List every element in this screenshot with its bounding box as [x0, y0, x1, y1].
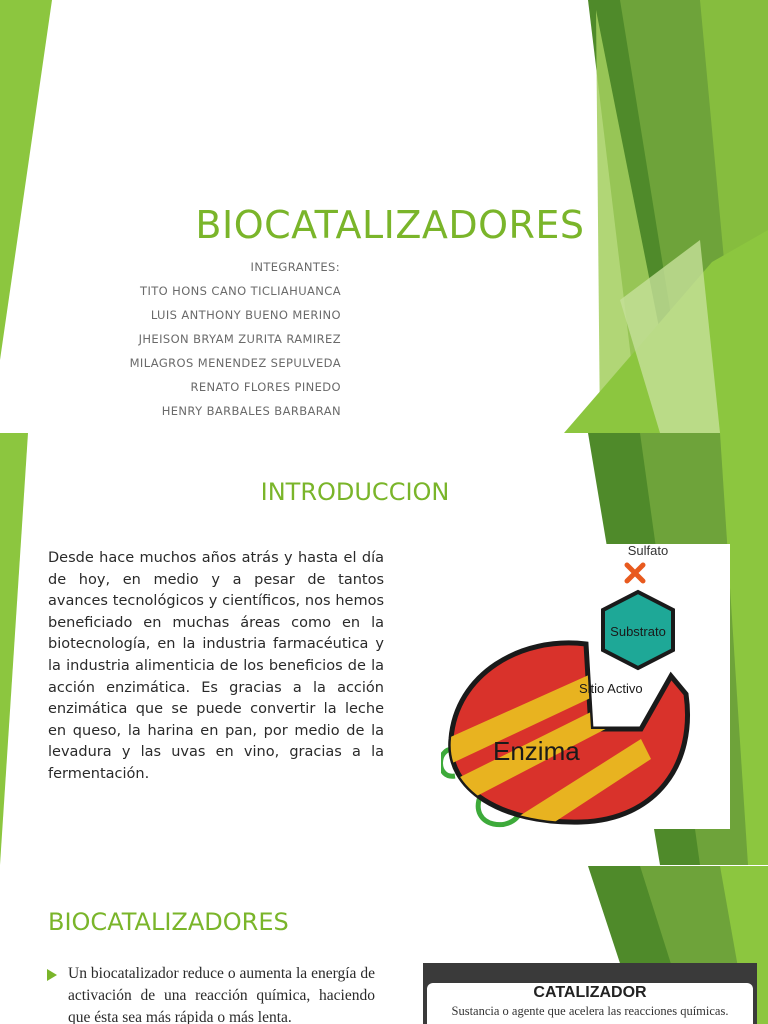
members-label: INTEGRANTES:	[250, 260, 340, 274]
title-slide	[0, 0, 768, 433]
section-title: INTRODUCCION	[260, 478, 450, 506]
section-title: BIOCATALIZADORES	[48, 908, 289, 936]
enzyme-diagram-svg	[441, 544, 730, 829]
member-name: MILAGROS MENENDEZ SEPULVEDA	[129, 356, 341, 370]
member-name: TITO HONS CANO TICLIAHUANCA	[140, 284, 341, 298]
card-title: CATALIZADOR	[533, 984, 647, 1001]
card-body	[427, 983, 753, 1024]
member-name: HENRY BARBALES BARBARAN	[161, 404, 341, 418]
sitio-activo-label: Sitio Activo	[579, 681, 643, 696]
sulfato-label: Sulfato	[627, 544, 669, 558]
slide-title: BIOCATALIZADORES	[195, 203, 585, 247]
member-name: LUIS ANTHONY BUENO MERINO	[150, 308, 341, 322]
intro-paragraph: Desde hace muchos años atrás y hasta el día de hoy, en medio y a pesar de tantos avances tecnológicos y científicos, nos hemos beneficiado en muchas áreas como en la biotecnología, en la industria farmacéutica y la industria alimenticia de los beneficios de la acción enzimática. Es gracias a la acción enzimática que se puede convertir la leche en queso, la harina en pan, por medio de la levadura y las uvas en vino, gracias a la fermentación.	[48, 550, 384, 782]
card-subtitle: Sustancia o agente que acelera las reacciones químicas.	[451, 1004, 729, 1018]
introduction-slide	[0, 433, 768, 865]
member-name: RENATO FLORES PINEDO	[190, 380, 341, 394]
definition-slide	[0, 866, 768, 1024]
catalizador-card	[423, 963, 757, 1024]
member-name: JHEISON BRYAM ZURITA RAMIREZ	[138, 332, 341, 346]
left-green-triangle	[0, 0, 52, 360]
substrato-label: Substrato	[610, 624, 666, 639]
enzyme-diagram	[441, 544, 730, 829]
left-green-strip	[0, 433, 28, 865]
arrow-bullet-icon	[46, 968, 58, 982]
enzima-label: Enzima	[493, 736, 580, 766]
definition-text: Un biocatalizador reduce o aumenta la energía de activación de una reacción química, haciendo que ésta sea más rápida o más lenta.	[68, 965, 375, 1024]
close-icon	[627, 565, 643, 581]
